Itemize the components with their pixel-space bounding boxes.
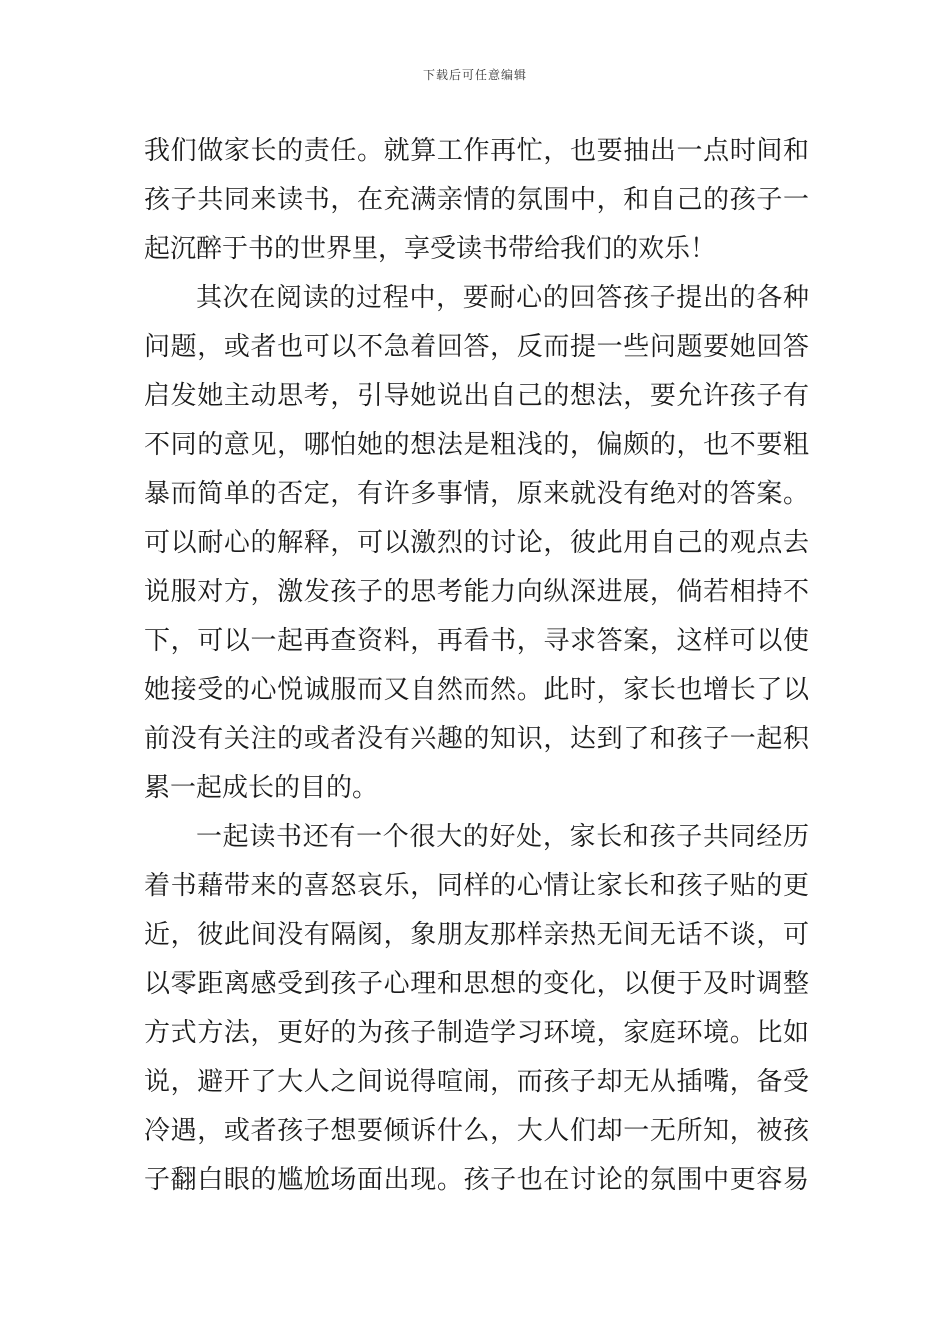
text-line: 说，避开了大人之间说得喧闹，而孩子却无从插嘴，备受 <box>144 1067 809 1097</box>
text-line: 我们做家长的责任。就算工作再忙，也要抽出一点时间和 <box>144 136 809 166</box>
text-line: 不同的意见，哪怕她的想法是粗浅的，偏颇的，也不要粗 <box>144 430 809 460</box>
text-line: 累一起成长的目的。 <box>144 773 379 803</box>
text-line: 近，彼此间没有隔阂，象朋友那样亲热无间无话不谈，可 <box>144 920 809 950</box>
text-line: 下，可以一起再查资料，再看书，寻求答案，这样可以使 <box>144 626 809 656</box>
text-line: 可以耐心的解释，可以激烈的讨论，彼此用自己的观点去 <box>144 528 809 558</box>
text-line: 着书藉带来的喜怒哀乐，同样的心情让家长和孩子贴的更 <box>144 871 809 901</box>
text-line: 启发她主动思考，引导她说出自己的想法，要允许孩子有 <box>144 381 809 411</box>
text-line: 暴而简单的否定，有许多事情，原来就没有绝对的答案。 <box>144 479 809 509</box>
text-line: 说服对方，激发孩子的思考能力向纵深进展，倘若相持不 <box>144 577 809 607</box>
text-line: 她接受的心悦诚服而又自然而然。此时，家长也增长了以 <box>144 675 809 705</box>
text-line: 其次在阅读的过程中，要耐心的回答孩子提出的各种 <box>196 283 809 313</box>
text-line: 问题，或者也可以不急着回答，反而提一些问题要她回答 <box>144 332 809 362</box>
text-line: 前没有关注的或者没有兴趣的知识，达到了和孩子一起积 <box>144 724 809 754</box>
text-line: 方式方法，更好的为孩子制造学习环境，家庭环境。比如 <box>144 1018 809 1048</box>
text-line: 以零距离感受到孩子心理和思想的变化，以便于及时调整 <box>144 969 809 999</box>
text-line: 孩子共同来读书，在充满亲情的氛围中，和自己的孩子一 <box>144 185 809 215</box>
page-header: 下载后可任意编辑 <box>422 68 527 82</box>
document-body <box>144 127 809 1205</box>
text-line: 冷遇，或者孩子想要倾诉什么，大人们却一无所知，被孩 <box>144 1116 809 1146</box>
text-line: 子翻白眼的尴尬场面出现。孩子也在讨论的氛围中更容易 <box>144 1165 809 1195</box>
text-line: 起沉醉于书的世界里，享受读书带给我们的欢乐！ <box>144 234 717 264</box>
text-line: 一起读书还有一个很大的好处，家长和孩子共同经历 <box>196 822 809 852</box>
